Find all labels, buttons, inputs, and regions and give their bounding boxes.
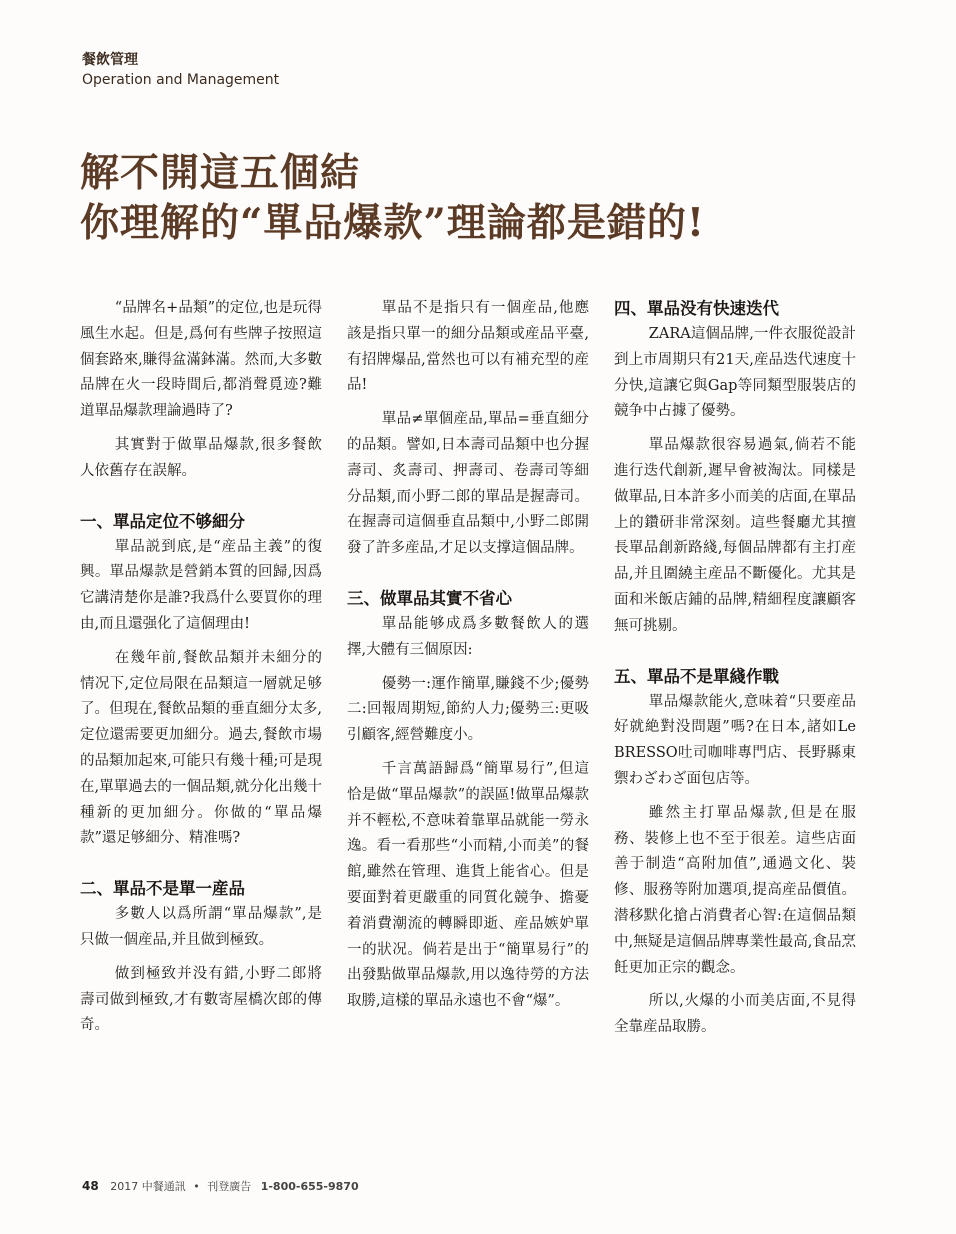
body-paragraph: 多數人以爲所謂“單品爆款”,是只做一個産品,并且做到極致。: [80, 906, 322, 948]
body-paragraph: 千言萬語歸爲“簡單易行”,但這恰是做“單品爆款”的誤區!做單品爆款并不輕松,不意味着靠單品就能一勞永逸。看一看那些“小而精,小而美”的餐館,雖然在管理、進貨上能省心。但是要面對着更嚴重的同質化競争、擔憂着消費潮流的轉瞬即逝、産品嫉妒單一的狀况。倘若是出于“簡單易行”的出發點做單品爆款,用以逸待勞的方法取勝,這樣的單品永遠也不會“爆”。: [347, 760, 589, 1010]
page-header: [82, 50, 279, 90]
column-2: [347, 296, 589, 1015]
body-paragraph: 單品不是指只有一個産品,他應該是指只單一的細分品類或産品平臺,有招牌爆品,當然也可以有補充型的産品!: [347, 300, 589, 394]
section-category-english: Operation and Management: [82, 72, 280, 88]
article-title: [80, 148, 880, 248]
section-heading-4: 四、單品没有快速迭代: [614, 299, 779, 318]
phone-number: 1-800-655-9870: [260, 1180, 359, 1193]
section-heading-2: 二、單品不是單一産品: [80, 879, 245, 899]
body-paragraph: 雖然主打單品爆款,但是在服務、裝修上也不至于很差。這些店面善于制造“高附加值”,通過文化、裝修、服務等附加選項,提高産品價值。潜移默化搶占消費者心智:在這個品類中,無疑是這個品牌專業性最高,食品烹飪更加正宗的觀念。: [614, 804, 856, 976]
section-heading-5: 五、單品不是單綫作戰: [614, 666, 779, 686]
column-3: [614, 296, 856, 1041]
body-paragraph: 單品能够成爲多數餐飲人的選擇,大體有三個原因:: [347, 615, 589, 658]
title-line-2: 你理解的“單品爆款”理論都是錯的!: [80, 200, 705, 246]
section-category: 餐飲管理: [82, 52, 138, 68]
issue-label: 2017 中餐通訊: [110, 1180, 186, 1193]
body-paragraph: 在幾年前,餐飲品類并未細分的情况下,定位局限在品類這一層就足够了。但現在,餐飲品類的垂直細分太多,定位還需要更加細分。過去,餐飲市場的品類加起來,可能只有幾十種;可是現在,單單過去的一個品類,就分化出幾十種新的更加細分。你做的“單品爆款”還足够細分、精准嗎?: [80, 649, 322, 847]
body-paragraph: ZARA這個品牌,一件衣服從設計到上市周期只有21天,産品迭代速度十分快,這讓它與Gap等同類型服裝店的競争中占據了優勢。: [614, 326, 856, 420]
intro-paragraph: “品牌名+品類”的定位,也是玩得風生水起。但是,爲何有些牌子按照這個套路來,賺得盆滿鉢滿。然而,大多數品牌在火一段時間后,都消聲覓迹?難道單品爆款理論過時了?: [80, 300, 322, 420]
advertising-label: 刊登廣告: [207, 1180, 252, 1193]
intro-paragraph: 其實對于做單品爆款,很多餐飲人依舊存在誤解。: [80, 436, 322, 479]
body-paragraph: 做到極致并没有錯,小野二郎將壽司做到極致,才有數寄屋橋次郎的傳奇。: [80, 965, 322, 1034]
bullet-separator: •: [193, 1180, 200, 1193]
page-number: 48: [82, 1179, 99, 1193]
column-1: [80, 296, 322, 1039]
body-paragraph: 單品説到底,是“産品主義”的復興。單品爆款是營銷本質的回歸,因爲它講清楚你是誰?我爲什么要買你的理由,而且還强化了這個理由!: [80, 538, 322, 632]
body-paragraph: 單品爆款很容易過氣,倘若不能進行迭代創新,遲早會被淘汰。同樣是做單品,日本許多小而美的店面,在單品上的鑽研非常深刻。這些餐廳尤其擅長單品創新路綫,每個品牌都有主打産品,并且圍繞主産品不斷優化。尤其是面和米飯店鋪的品牌,精細程度讓顧客無可挑剔。: [614, 437, 856, 634]
title-line-1: 解不開這五個結: [80, 150, 361, 196]
section-heading-1: 一、單品定位不够細分: [80, 511, 245, 531]
page-footer: [82, 1178, 359, 1194]
body-paragraph: 所以,火爆的小而美店面,不見得全靠産品取勝。: [614, 993, 856, 1036]
body-paragraph: 單品≠單個産品,單品=垂直細分的品類。譬如,日本壽司品類中也分握壽司、炙壽司、押壽司、卷壽司等細分品類,而小野二郎的單品是握壽司。在握壽司這個垂直品類中,小野二郎開發了許多産品,才足以支撑這個品牌。: [347, 411, 589, 557]
section-heading-3: 三、做單品其實不省心: [347, 588, 512, 608]
body-paragraph: 優勢一:運作簡單,賺錢不少;優勢二:回報周期短,節約人力;優勢三:更吸引顧客,經營難度小。: [347, 675, 589, 744]
body-paragraph: 單品爆款能火,意味着“只要産品好就絶對没問題”嗎?在日本,諸如Le BRESSO吐司咖啡專門店、長野縣東禦わざわざ面包店等。: [614, 693, 856, 787]
